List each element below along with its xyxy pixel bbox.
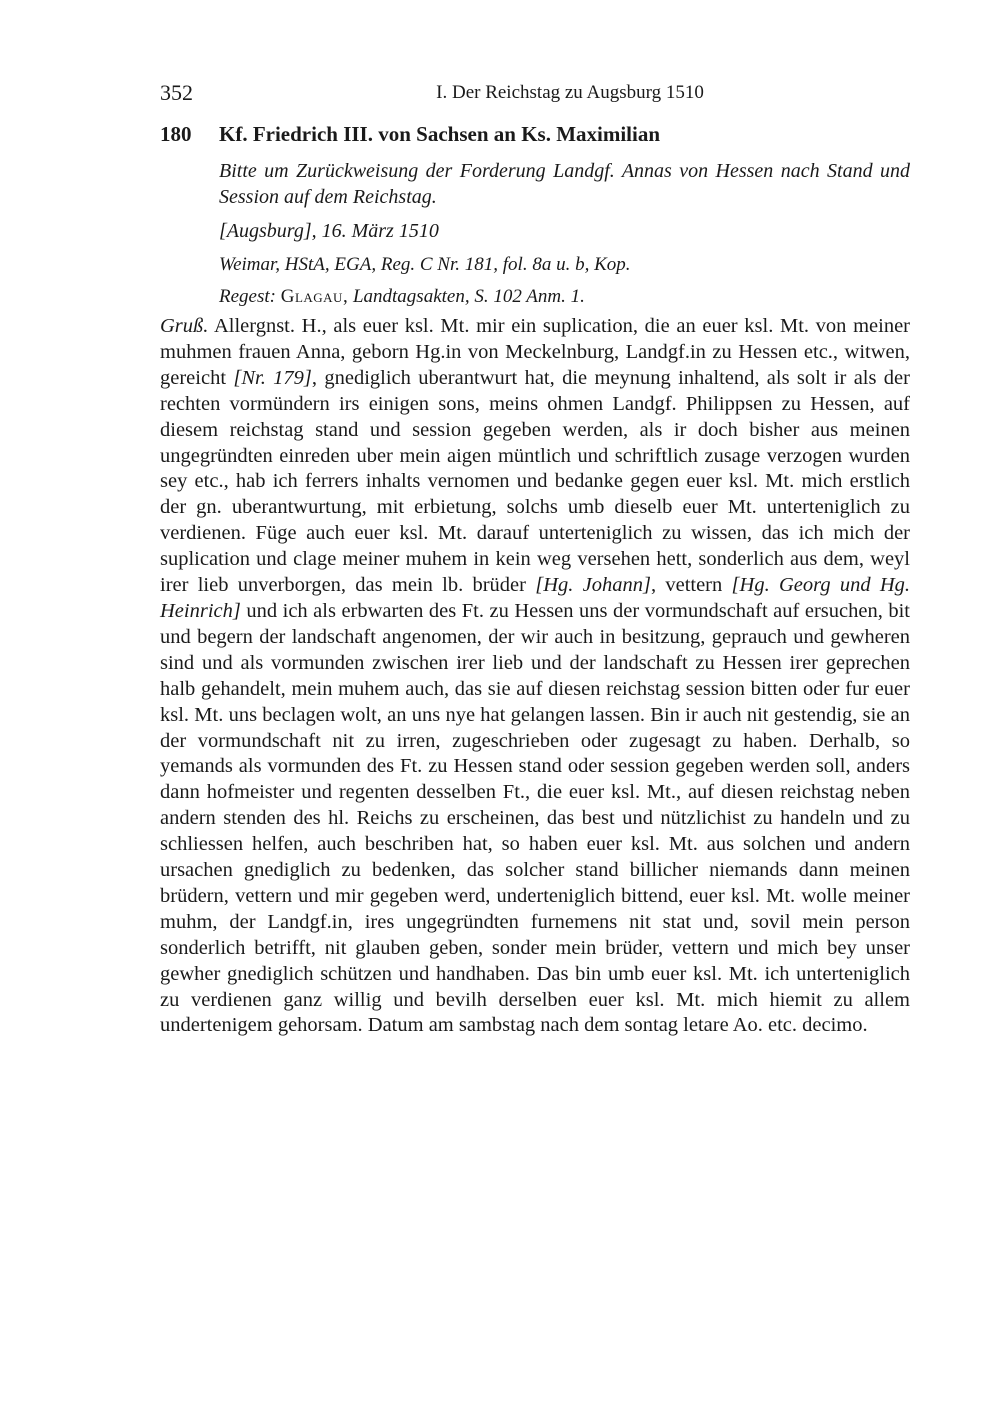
- document-summary: Bitte um Zurückweisung der Forderung Landgf. Annas von Hessen nach Stand und Session auf dem Reichstag.: [219, 160, 910, 208]
- archival-source: Weimar, HStA, EGA, Reg. C Nr. 181, fol. 8a u. b, Kop.: [219, 254, 631, 275]
- body-segment-1: Allergnst. H., als euer ksl. Mt. mir ein suplication, die an euer ksl. Mt. von meiner muhmen frauen Anna, geborn Hg.in von Meckelnburg, Landgf.in zu Hessen etc., witwen, gereicht: [160, 315, 910, 389]
- regest-author: Glagau,: [280, 286, 349, 307]
- regest-work: Landtagsakten, S. 102 Anm. 1.: [352, 286, 585, 307]
- editorial-note-hg-georg-heinrich: [Hg. Georg und Hg. Heinrich]: [160, 574, 911, 622]
- page-number: 352: [160, 80, 193, 105]
- body-segment-4: und ich als erbwarten des Ft. zu Hessen uns der vormundschaft auf ersuchen, bit und begern der landschaft angenomen, der wir auch in besitzung, geprauch und gewheren sind und als vormunden zwischen irer lieb und der landschaft zu Hessen irer geprechen halb gehandelt, mein muhem auch, das sie auf diesen reichstag session bitten oder fur euer ksl. Mt. uns beclagen wolt, an uns nye hat gelangen lassen. Bin ir auch nit gestendig, sie an der vormundschaft nit zu irren, zugeschrieben oder zugesagt zu haben. Derhalb, so yemands als vormunden des Ft. zu Hessen stand oder session gegeben werden soll, anders dann hofmeister und regenten desselben Ft., die euer ksl. Mt., auf diesen reichstag neben andern stenden des hl. Reichs zu erscheinen, das best und nützlichist zu handeln und zu schliessen helfen, auch beschriben hat, so haben euer ksl. Mt. aus solchen und andern ursachen gnediglich zu bedenken, das solcher stand billicher niemands dann meinen brüdern, vettern und mir gegeben werd, underteniglich bittend, euer ksl. Mt. wolle meiner muhm, der Landgf.in, ires ungegründten furnemens nit stat und, sovil mein person sonderlich betrifft, nit glauben geben, sonder mein brüder, vettern und mich bey unser gewher gnediglich schützen und handhaben. Das bin umb euer ksl. Mt. ich unterteniglich zu verdienen ganz willig und bevilh derselben euer ksl. Mt. mich hiemit zu allem undertenigem gehorsam. Datum am sambstag nach dem sontag letare Ao. etc. decimo.: [160, 599, 910, 1037]
- editorial-note-hg-johann: [Hg. Johann]: [535, 574, 651, 597]
- letter-body: [160, 314, 910, 1039]
- greeting: Gruß.: [160, 315, 209, 337]
- running-head: [160, 80, 910, 108]
- document-title: Kf. Friedrich III. von Sachsen an Ks. Maximilian: [219, 122, 661, 146]
- running-title: I. Der Reichstag zu Augsburg 1510: [436, 82, 704, 103]
- regest-label: Regest:: [219, 286, 276, 307]
- body-segment-3: , vettern: [650, 574, 732, 597]
- regest-reference: [219, 284, 910, 310]
- document-number: 180: [160, 122, 192, 146]
- document-date: [Augsburg], 16. März 1510: [219, 220, 439, 242]
- cross-reference-nr-179: [Nr. 179]: [233, 366, 312, 389]
- body-segment-2: , gnediglich uberantwurt hat, die meynung inhaltend, als solt ir als der rechten vormündern irs einigen sons, meins ohmen Landgf. Philippsen zu Hessen, auf diesem reichstag stand und session gegeben werden, als ir doch bisher aus meinen ungegründten einreden uber mein aigen müntlich und schriftlich zusage verzogen wurden sey etc., hab ich ferrers inhalts vernomen und bedanke gegen euer ksl. Mt. mich erstlich der gn. uberantwurtung, mit erbietung, solchs umb dieselb euer Mt. unterteniglich zu verdienen. Füge auch euer ksl. Mt. darauf unterteniglich zu wissen, das ich mich der suplication und clage meiner muhem in kein weg versehen hett, sonderlich aus dem, weyl irer lieb unverborgen, das mein lb. brüder: [160, 366, 910, 597]
